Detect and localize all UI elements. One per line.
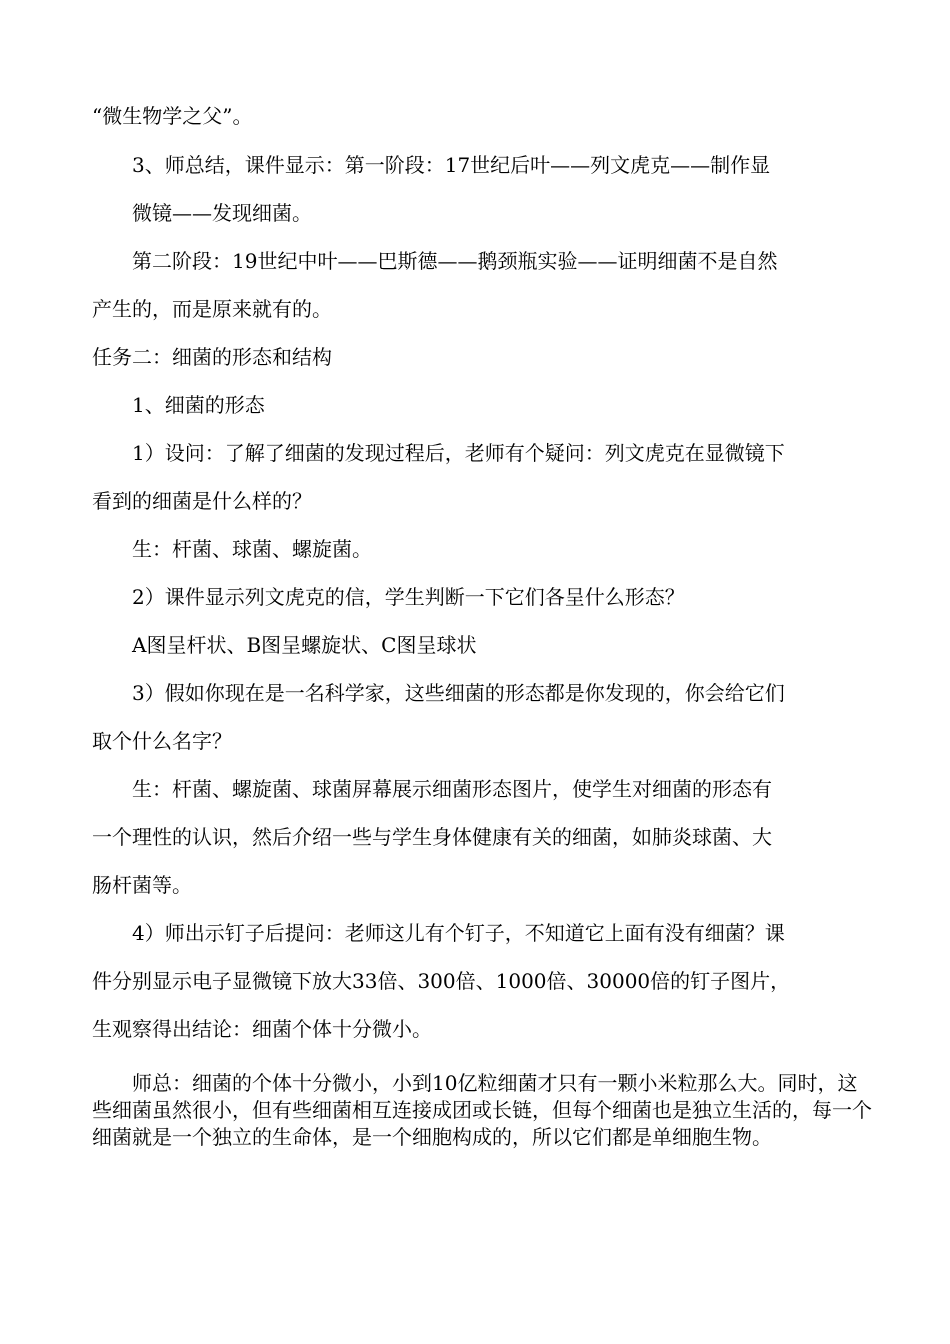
text-line: 件分别显示电子显微镜下放大33倍、300倍、1000倍、30000倍的钉子图片， — [92, 969, 791, 993]
text-line: 4）师出示钉子后提问：老师这儿有个钉子，不知道它上面有没有细菌？课 — [132, 921, 785, 945]
text-line: 微镜——发现细菌。 — [132, 201, 312, 225]
text-line: A图呈杆状、B图呈螺旋状、C图呈球状 — [132, 633, 477, 657]
text-line: 3、师总结，课件显示：第一阶段：17世纪后叶——列文虎克——制作显 — [132, 153, 771, 177]
summary-paragraph: 师总：细菌的个体十分微小，小到10亿粒细菌才只有一颗小米粒那么大。同时，这些细菌虽然很小，但有些细菌相互连接成团或长链，但每个细菌也是独立生活的，每一个细菌就是一个独立的生命体，是一个细胞构成的，所以它们都是单细胞生物。 — [92, 1071, 872, 1149]
text-line: 1）设问：了解了细菌的发现过程后，老师有个疑问：列文虎克在显微镜下 — [132, 441, 785, 465]
text-line: 生：杆菌、螺旋菌、球菌屏幕展示细菌形态图片，使学生对细菌的形态有 — [132, 777, 772, 801]
text-line: 肠杆菌等。 — [92, 873, 192, 897]
text-line: 一个理性的认识，然后介绍一些与学生身体健康有关的细菌，如肺炎球菌、大 — [92, 825, 772, 849]
subsection-heading: 1、细菌的形态 — [132, 393, 265, 417]
text-line: 看到的细菌是什么样的？ — [92, 489, 312, 513]
text-line: 生：杆菌、球菌、螺旋菌。 — [132, 537, 372, 561]
text-line: 第二阶段：19世纪中叶——巴斯德——鹅颈瓶实验——证明细菌不是自然 — [132, 249, 778, 273]
text-line: 取个什么名字？ — [92, 729, 232, 753]
section-heading: 任务二：细菌的形态和结构 — [92, 345, 332, 369]
text-line: “微生物学之父”。 — [92, 104, 253, 128]
text-line: 生观察得出结论：细菌个体十分微小。 — [92, 1017, 432, 1041]
text-line: 2）课件显示列文虎克的信，学生判断一下它们各呈什么形态？ — [132, 585, 685, 609]
text-line: 3）假如你现在是一名科学家，这些细菌的形态都是你发现的，你会给它们 — [132, 681, 785, 705]
text-line: 产生的，而是原来就有的。 — [92, 297, 332, 321]
